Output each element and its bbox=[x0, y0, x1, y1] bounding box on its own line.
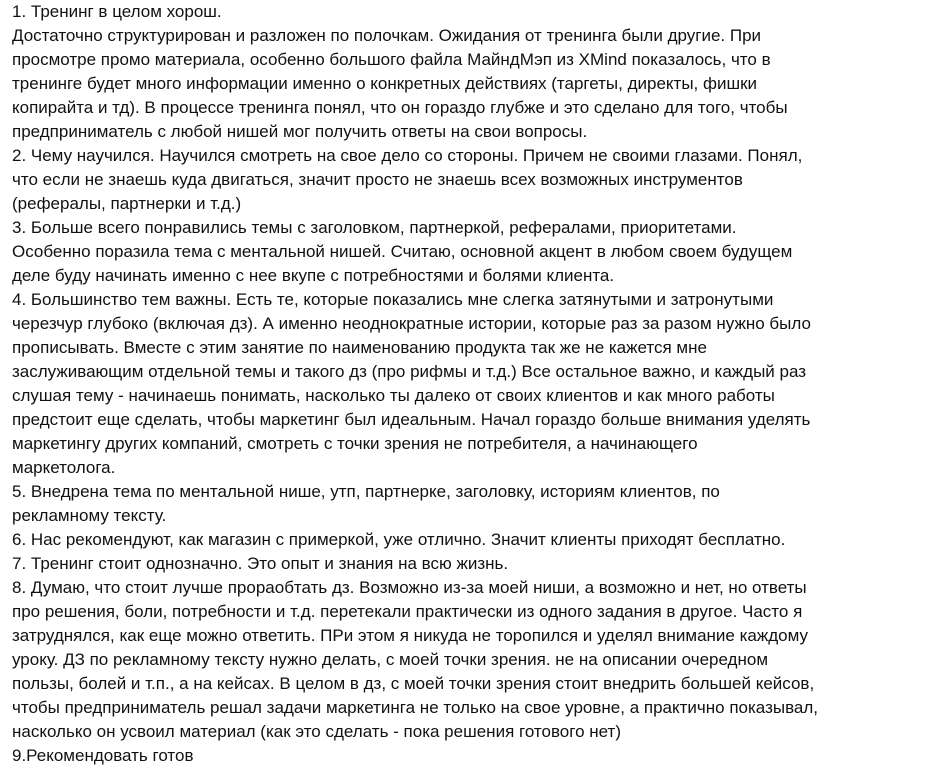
text-line: Особенно поразила тема с ментальной нишей. Считаю, основной акцент в любом своем будущем bbox=[12, 242, 793, 261]
text-line: затруднялся, как еще можно ответить. ПРи этом я никуда не торопился и уделял внимание каждому bbox=[12, 626, 808, 645]
text-line: рекламному тексту. bbox=[12, 506, 167, 525]
text-line: слушая тему - начинаешь понимать, насколько ты далеко от своих клиентов и как много работы bbox=[12, 386, 775, 405]
text-line: 7. Тренинг стоит однозначно. Это опыт и знания на всю жизнь. bbox=[12, 554, 509, 573]
text-line: черезчур глубоко (включая дз). А именно неоднократные истории, которые раз за разом нужно было bbox=[12, 314, 811, 333]
text-line: насколько он усвоил материал (как это сделать - пока решения готового нет) bbox=[12, 722, 621, 741]
text-line: маркетолога. bbox=[12, 458, 116, 477]
text-line: 8. Думаю, что стоит лучше прораобтать дз. Возможно из-за моей ниши, а возможно и нет, но ответы bbox=[12, 578, 807, 597]
text-line: копирайта и тд). В процессе тренинга понял, что он гораздо глубже и это сделано для того, чтобы bbox=[12, 98, 788, 117]
text-line: деле буду начинать именно с нее вкупе с потребностями и болями клиента. bbox=[12, 266, 615, 285]
text-line: тренинге будет много информации именно о конкретных действиях (таргеты, директы, фишки bbox=[12, 74, 758, 93]
text-line: 9.Рекомендовать готов bbox=[12, 746, 194, 765]
text-line: про решения, боли, потребности и т.д. перетекали практически из одного задания в другое. Часто я bbox=[12, 602, 803, 621]
text-line: (рефералы, партнерки и т.д.) bbox=[12, 194, 242, 213]
text-line: предприниматель с любой нишей мог получить ответы на свои вопросы. bbox=[12, 122, 588, 141]
text-line: пользы, болей и т.п., а на кейсах. В целом в дз, с моей точки зрения стоит внедрить большей кейсов, bbox=[12, 674, 815, 693]
text-line: 2. Чему научился. Научился смотреть на свое дело со стороны. Причем не своими глазами. Понял, bbox=[12, 146, 803, 165]
text-line: 1. Тренинг в целом хорош. bbox=[12, 2, 222, 21]
text-line: что если не знаешь куда двигаться, значит просто не знаешь всех возможных инструментов bbox=[12, 170, 743, 189]
text-line: 3. Больше всего понравились темы с заголовком, партнеркой, рефералами, приоритетами. bbox=[12, 218, 737, 237]
text-line: маркетингу других компаний, смотреть с точки зрения не потребителя, а начинающего bbox=[12, 434, 698, 453]
text-line: Достаточно структурирован и разложен по полочкам. Ожидания от тренинга были другие. При bbox=[12, 26, 762, 45]
text-line: чтобы предприниматель решал задачи маркетинга не только на свое уровне, а практично показывал, bbox=[12, 698, 819, 717]
text-line: 4. Большинство тем важны. Есть те, которые показались мне слегка затянутыми и затронутыми bbox=[12, 290, 774, 309]
text-line: прописывать. Вместе с этим занятие по наименованию продукта так же не кажется мне bbox=[12, 338, 707, 357]
text-line: просмотре промо материала, особенно большого файла МайндМэп из XMind показалось, что в bbox=[12, 50, 771, 69]
text-line: 6. Нас рекомендуют, как магазин с примеркой, уже отлично. Значит клиенты приходят бесплатно. bbox=[12, 530, 786, 549]
text-line: уроку. ДЗ по рекламному тексту нужно делать, с моей точки зрения. не на описании очередном bbox=[12, 650, 769, 669]
text-line: предстоит еще сделать, чтобы маркетинг был идеальным. Начал гораздо больше внимания уделять bbox=[12, 410, 811, 429]
text-line: 5. Внедрена тема по ментальной нише, утп, партнерке, заголовку, историям клиентов, по bbox=[12, 482, 720, 501]
text-line: заслуживающим отдельной темы и такого дз (про рифмы и т.д.) Все остальное важно, и каждый раз bbox=[12, 362, 807, 381]
